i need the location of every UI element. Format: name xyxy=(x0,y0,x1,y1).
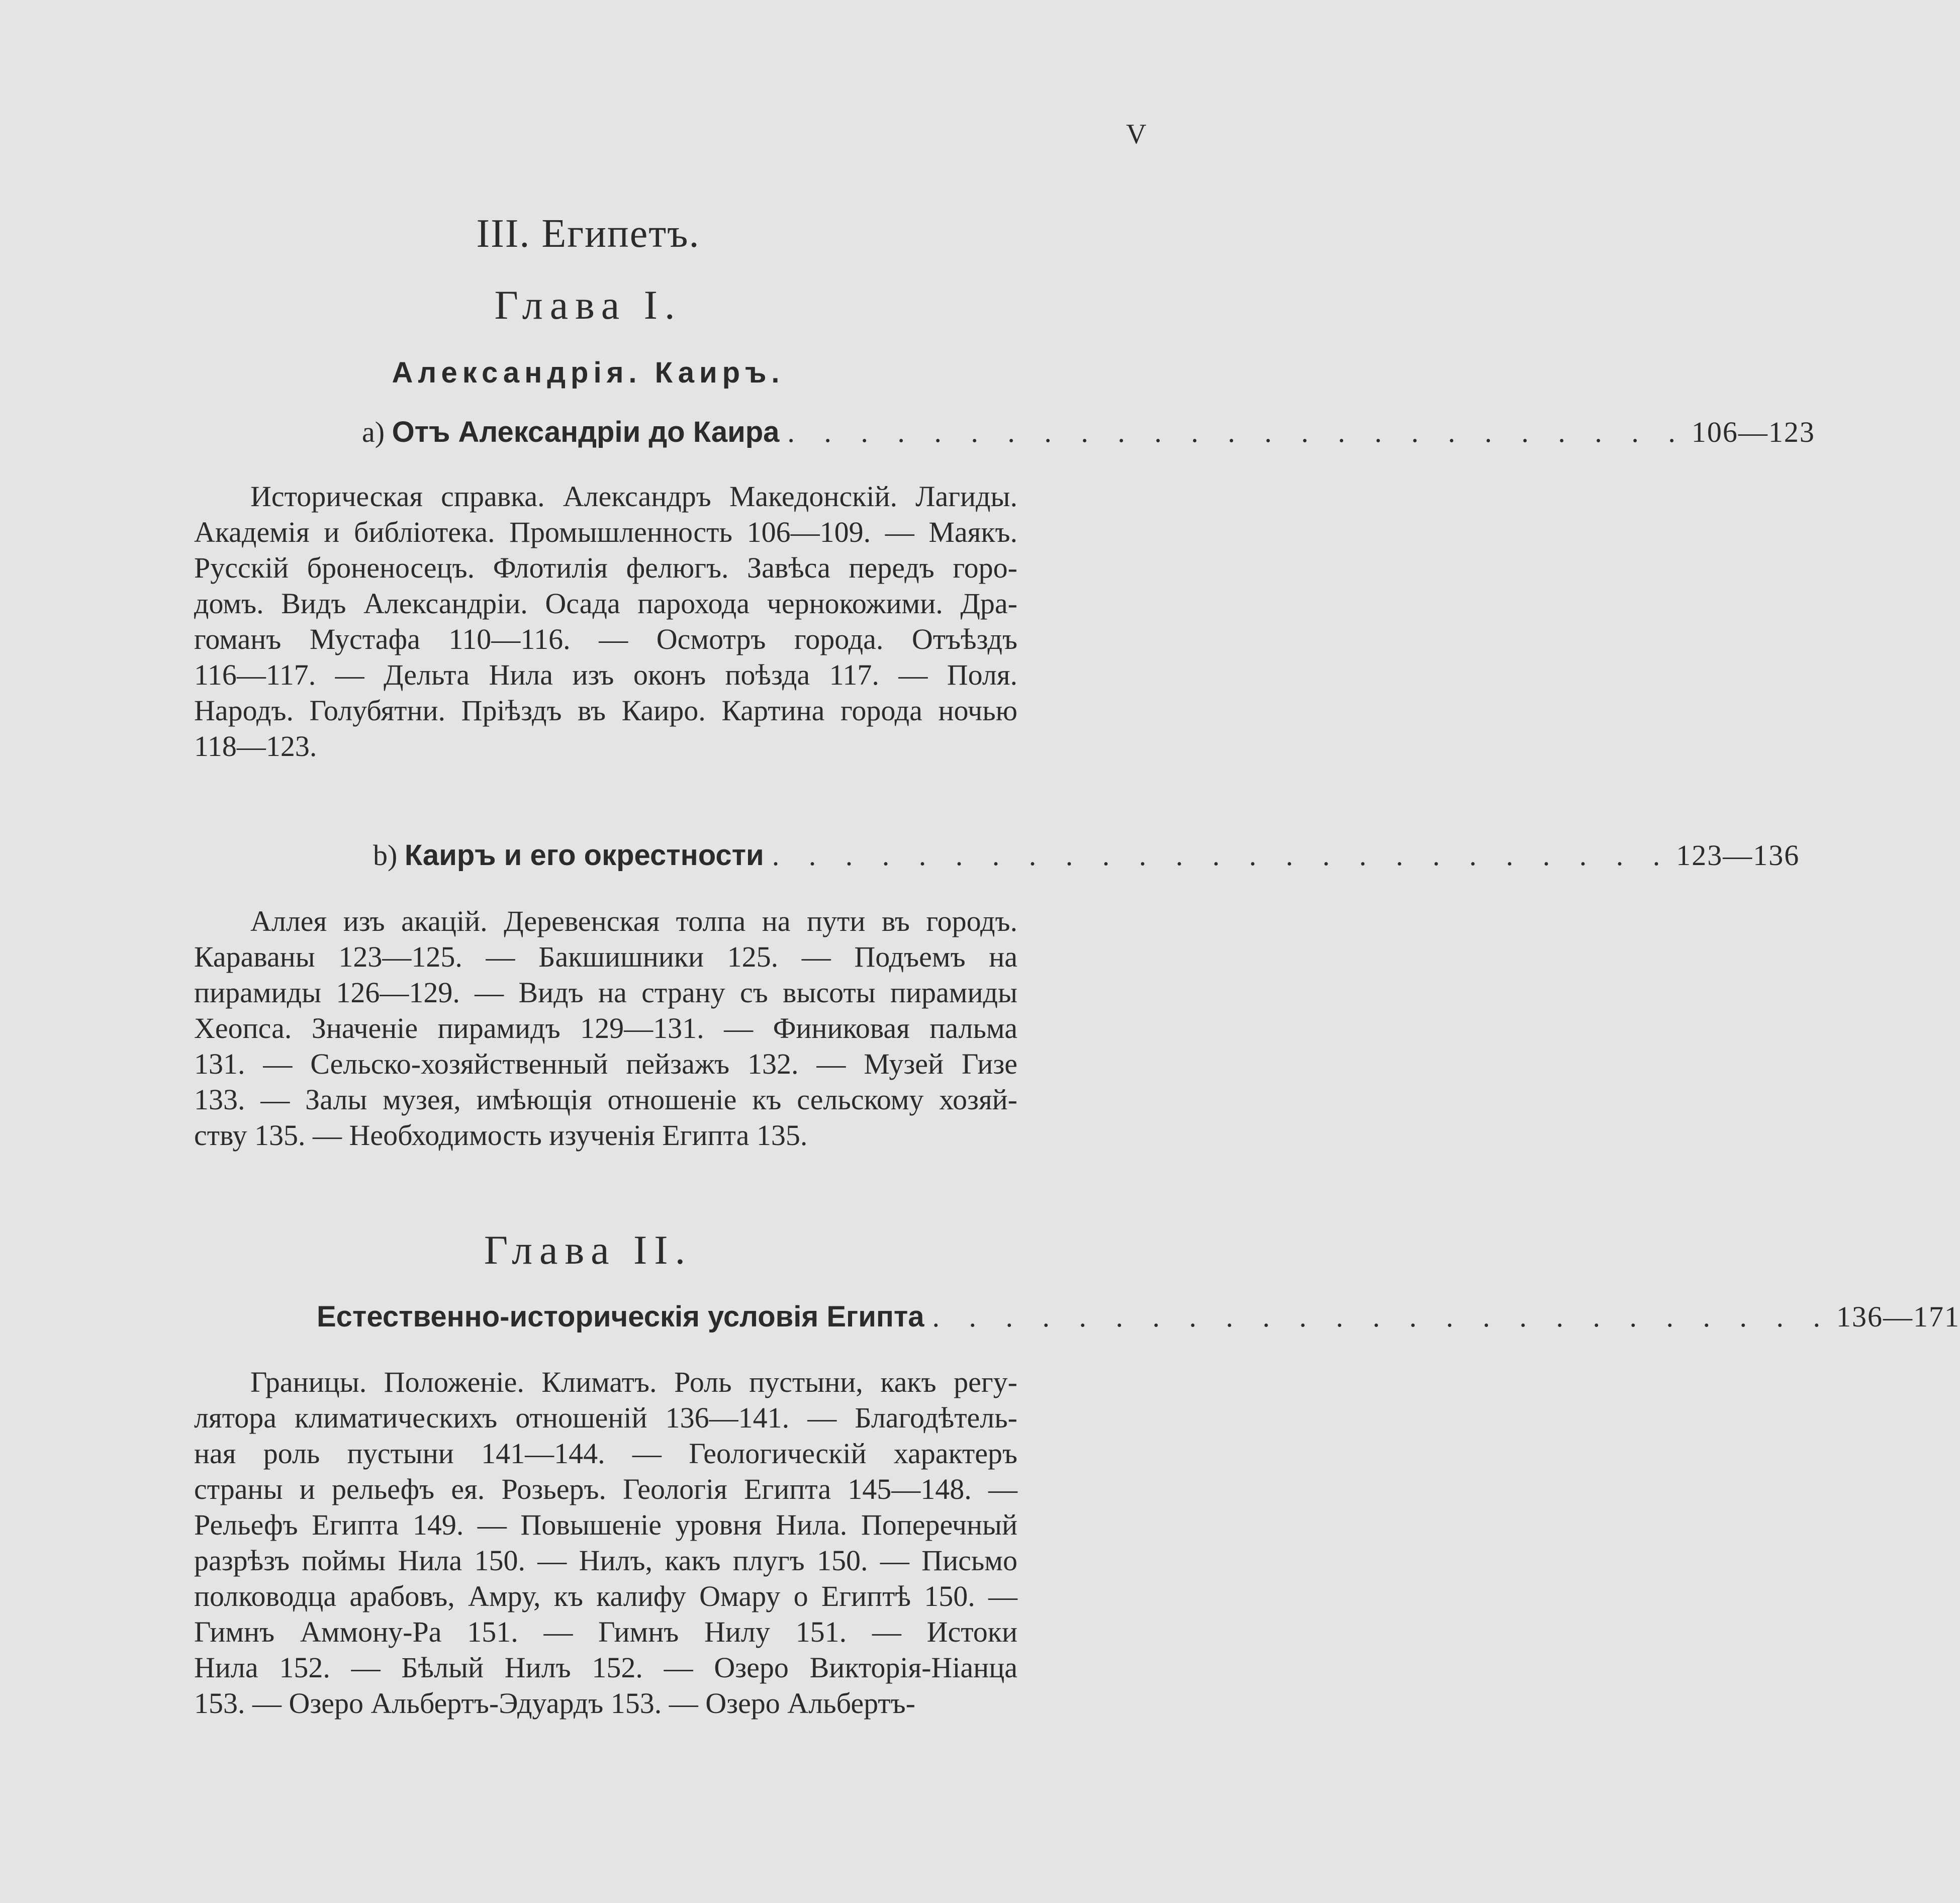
toc-entry-b xyxy=(373,838,1800,872)
text-line: Народъ. Голубятни. Пріѣздъ въ Каиро. Картина города ночью xyxy=(194,694,1017,727)
toc-entry-pages: 136—171 xyxy=(1836,1300,1960,1333)
text-line: полководца арабовъ, Амру, къ калифу Омару о Египтѣ 150. — xyxy=(194,1580,1017,1612)
text-line: 118—123. xyxy=(194,730,317,763)
toc-entry-title: Каиръ и его окрестности xyxy=(404,839,764,872)
text-line: 153. — Озеро Альбертъ-Эдуардъ 153. — Озеро Альбертъ- xyxy=(194,1687,915,1720)
text-line: ная роль пустыни 141—144. — Геологическій характеръ xyxy=(194,1437,1017,1470)
toc-entry-prefix: b) xyxy=(373,839,398,872)
text-line: 116—117. — Дельта Нила изъ оконъ поѣзда 117. — Поля. xyxy=(194,658,1017,691)
toc-entry-title: Отъ Александріи до Каира xyxy=(392,416,780,448)
text-line: лятора климатическихъ отношеній 136—141. — Благодѣтель- xyxy=(194,1401,1017,1434)
toc-entry-a xyxy=(362,415,1815,449)
text-line: Нила 152. — Бѣлый Нилъ 152. — Озеро Викторія-Ніанца xyxy=(194,1651,1017,1684)
section-b-summary xyxy=(194,903,1017,1153)
text-line: ству 135. — Необходимость изученія Египта 135. xyxy=(194,1119,808,1152)
toc-entry-chapter-2 xyxy=(317,1300,1960,1334)
chapter-2-summary xyxy=(194,1364,1017,1721)
page-number: V xyxy=(1126,119,1147,150)
chapter-1-title: Глава I. xyxy=(494,282,682,328)
toc-entry-pages: 106—123 xyxy=(1691,416,1815,448)
text-line: Академія и библіотека. Промышленность 106—109. — Маякъ. xyxy=(194,516,1017,548)
text-line: Границы. Положеніе. Климатъ. Роль пустыни, какъ регу- xyxy=(250,1366,1017,1398)
chapter-1-subtitle: Александрія. Каиръ. xyxy=(392,356,785,389)
text-line: Историческая справка. Александръ Македонскій. Лагиды. xyxy=(250,480,1017,513)
text-line: 131. — Сельско-хозяйственный пейзажъ 132. — Музей Гизе xyxy=(194,1048,1017,1080)
text-line: Аллея изъ акацій. Деревенская толпа на пути въ городъ. xyxy=(250,905,1017,937)
text-line: пирамиды 126—129. — Видъ на страну съ высоты пирамиды xyxy=(194,976,1017,1009)
toc-entry-title: Естественно-историческія условія Египта xyxy=(317,1300,924,1333)
toc-entry-prefix: а) xyxy=(362,416,385,448)
text-line: Караваны 123—125. — Бакшишники 125. — Подъемъ на xyxy=(194,940,1017,973)
section-a-summary xyxy=(194,479,1017,764)
text-line: страны и рельефъ ея. Розьеръ. Геологія Египта 145—148. — xyxy=(194,1473,1017,1505)
text-line: разрѣзъ поймы Нила 150. — Нилъ, какъ плугъ 150. — Письмо xyxy=(194,1544,1017,1577)
dot-leader: . . . . . . . . . . . . . . . . . . . . . . . . . xyxy=(932,1300,1832,1333)
text-line: гоманъ Мустафа 110—116. — Осмотръ города. Отъѣздъ xyxy=(194,623,1017,655)
text-line: домъ. Видъ Александріи. Осада парохода чернокожими. Дра- xyxy=(194,587,1017,620)
toc-entry-pages: 123—136 xyxy=(1676,839,1800,872)
text-line: Хеопса. Значеніе пирамидъ 129—131. — Финиковая пальма xyxy=(194,1012,1017,1044)
dot-leader: . . . . . . . . . . . . . . . . . . . . . . . . . xyxy=(787,416,1687,448)
text-line: Рельефъ Египта 149. — Повышеніе уровня Нила. Поперечный xyxy=(194,1508,1017,1541)
dot-leader: . . . . . . . . . . . . . . . . . . . . . . . . . xyxy=(772,839,1671,872)
text-line: Гимнъ Аммону-Ра 151. — Гимнъ Нилу 151. — Истоки xyxy=(194,1615,1017,1648)
text-line: 133. — Залы музея, имѣющія отношеніе къ сельскому хозяй- xyxy=(194,1083,1017,1116)
chapter-2-title: Глава II. xyxy=(484,1227,693,1273)
part-title: III. Египетъ. xyxy=(476,212,700,256)
text-line: Русскій броненосецъ. Флотилія фелюгъ. Завѣса передъ горо- xyxy=(194,551,1017,584)
